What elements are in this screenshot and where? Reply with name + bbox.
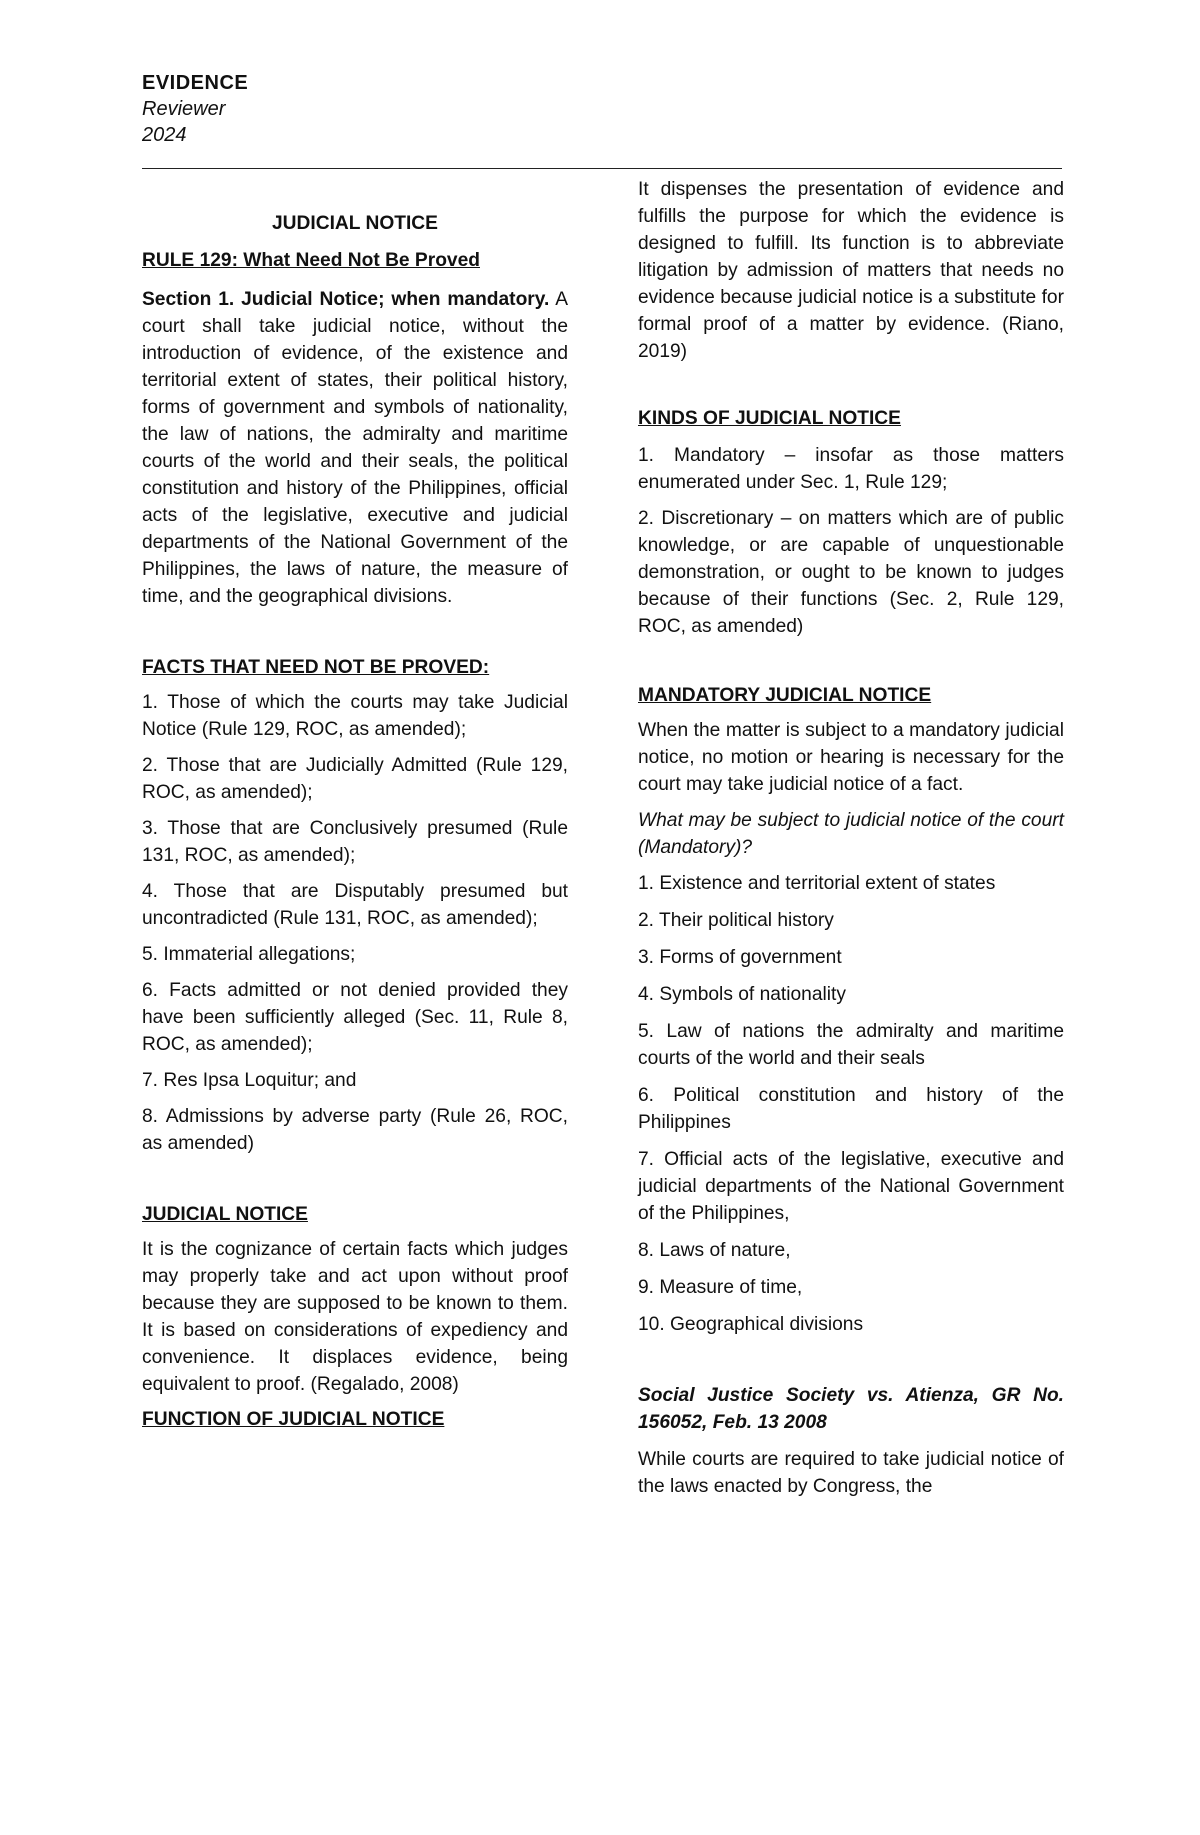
kinds-list <box>638 442 1064 640</box>
document-subtitle: Reviewer <box>142 98 226 120</box>
mandatory-question: What may be subject to judicial notice of the court (Mandatory)? <box>638 810 1064 858</box>
function-paragraph: It dispenses the presentation of evidence and fulfills the purpose for which the evidence is designed to fulfill. Its function is to abbreviate litigation by admission of matters that needs no evidence because judicial notice is a substitute for formal proof of a matter by evidence. (Riano, 2019) <box>638 179 1064 362</box>
kinds-heading: KINDS OF JUDICIAL NOTICE <box>638 408 901 429</box>
list-item: 1. Those of which the courts may take Judicial Notice (Rule 129, ROC, as amended); <box>142 692 568 740</box>
list-item: 1. Mandatory – insofar as those matters enumerated under Sec. 1, Rule 129; <box>638 445 1064 493</box>
list-item: 2. Those that are Judicially Admitted (Rule 129, ROC, as amended); <box>142 755 568 803</box>
mandatory-subjects-list <box>638 870 1064 1338</box>
list-item: 2. Their political history <box>638 910 834 931</box>
list-item: 4. Those that are Disputably presumed but uncontradicted (Rule 131, ROC, as amended); <box>142 881 568 929</box>
list-item: 6. Facts admitted or not denied provided they have been sufficiently alleged (Sec. 11, Rule 8, ROC, as amended); <box>142 980 568 1055</box>
function-heading: FUNCTION OF JUDICIAL NOTICE <box>142 1409 445 1430</box>
section-1-body: A court shall take judicial notice, without the introduction of evidence, of the existence and territorial extent of states, their political history, forms of government and symbols of nationality, the law of nations, the admiralty and maritime courts of the world and their seals, the political constitution and history of the Philippines, official acts of the legislative, executive and judicial departments of the National Government of the Philippines, the laws of nature, the measure of time, and the geographical divisions. <box>142 289 568 607</box>
list-item: 6. Political constitution and history of the Philippines <box>638 1085 1064 1133</box>
facts-heading: FACTS THAT NEED NOT BE PROVED: <box>142 657 490 678</box>
list-item: 10. Geographical divisions <box>638 1314 864 1335</box>
list-item: 5. Law of nations the admiralty and maritime courts of the world and their seals <box>638 1021 1064 1069</box>
header-divider <box>142 168 1062 169</box>
section-1-paragraph <box>142 286 568 610</box>
list-item: 2. Discretionary – on matters which are of public knowledge, or are capable of unquestionable demonstration, or ought to be known to judges because of their functions (Sec. 2, Rule 129, ROC, as amended) <box>638 508 1064 637</box>
list-item: 7. Official acts of the legislative, executive and judicial departments of the National Government of the Philippines, <box>638 1149 1064 1224</box>
page-header <box>142 70 248 148</box>
document-year: 2024 <box>142 124 187 146</box>
judicial-notice-heading: JUDICIAL NOTICE <box>142 1204 308 1225</box>
list-item: 4. Symbols of nationality <box>638 984 846 1005</box>
case-citation: Social Justice Society vs. Atienza, GR No. 156052, Feb. 13 2008 <box>638 1385 1064 1433</box>
section-1-lead: Section 1. Judicial Notice; when mandatory. <box>142 289 550 310</box>
list-item: 5. Immaterial allegations; <box>142 944 356 965</box>
judicial-notice-definition: It is the cognizance of certain facts which judges may properly take and act upon without proof because they are supposed to be known to them. It is based on considerations of expediency and convenience. It displaces evidence, being equivalent to proof. (Regalado, 2008) <box>142 1239 568 1395</box>
right-column <box>638 176 1064 1500</box>
mandatory-heading: MANDATORY JUDICIAL NOTICE <box>638 685 932 706</box>
rule-heading: RULE 129: What Need Not Be Proved <box>142 250 480 271</box>
list-item: 9. Measure of time, <box>638 1277 803 1298</box>
list-item: 7. Res Ipsa Loquitur; and <box>142 1070 357 1091</box>
mandatory-paragraph: When the matter is subject to a mandatory judicial notice, no motion or hearing is necessary for the court may take judicial notice of a fact. <box>638 720 1064 795</box>
list-item: 3. Those that are Conclusively presumed (Rule 131, ROC, as amended); <box>142 818 568 866</box>
case-paragraph: While courts are required to take judicial notice of the laws enacted by Congress, the <box>638 1449 1064 1497</box>
list-item: 1. Existence and territorial extent of states <box>638 873 996 894</box>
document-title: EVIDENCE <box>142 72 249 94</box>
section-title: JUDICIAL NOTICE <box>272 213 438 234</box>
facts-list <box>142 689 568 1157</box>
left-column <box>142 176 568 1433</box>
list-item: 8. Laws of nature, <box>638 1240 791 1261</box>
list-item: 3. Forms of government <box>638 947 842 968</box>
list-item: 8. Admissions by adverse party (Rule 26, ROC, as amended) <box>142 1106 568 1154</box>
